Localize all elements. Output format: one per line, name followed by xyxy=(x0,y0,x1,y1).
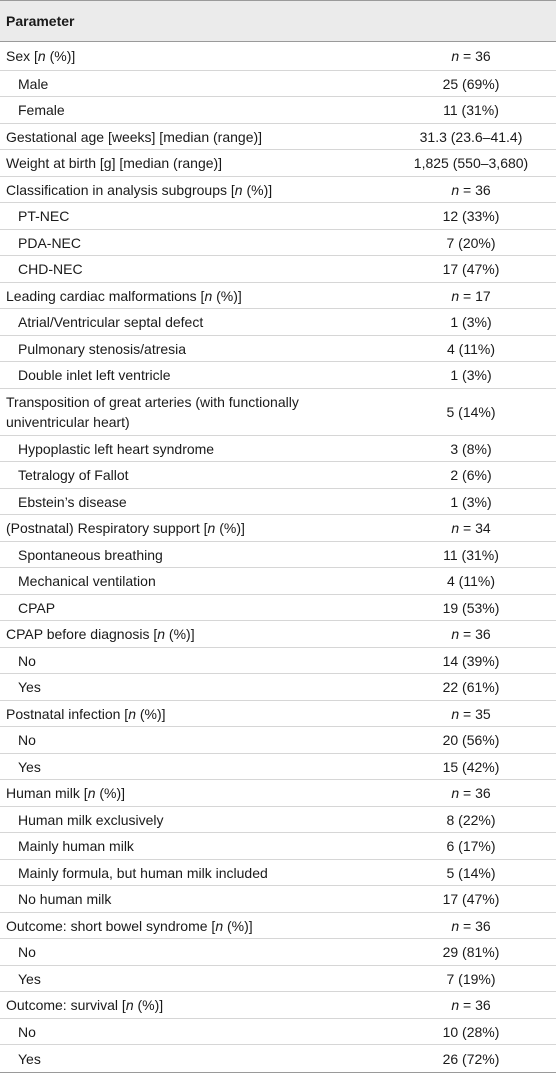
parameter-text: Tetralogy of Fallot xyxy=(18,467,129,483)
row-value xyxy=(386,706,556,722)
row-value xyxy=(386,102,556,118)
row-value xyxy=(386,76,556,92)
parameter-text: Female xyxy=(18,102,65,118)
parameter-n-symbol: n xyxy=(207,520,216,536)
row-parameter xyxy=(0,598,386,618)
value-text: 1 (3%) xyxy=(450,367,492,383)
row-value xyxy=(386,1051,556,1067)
parameter-text: No xyxy=(18,652,36,669)
table-row xyxy=(0,283,556,309)
table-row xyxy=(0,568,556,595)
row-parameter xyxy=(0,286,386,306)
value-n-symbol: n xyxy=(451,181,460,198)
row-parameter xyxy=(0,810,386,830)
parameter-text: Hypoplastic left heart syndrome xyxy=(18,440,215,457)
parameter-text: Sex [ xyxy=(6,48,38,64)
parameter-text: Mainly formula, but human milk included xyxy=(18,864,268,881)
parameter-text: Double inlet left ventricle xyxy=(18,367,171,383)
row-parameter xyxy=(0,518,386,538)
row-parameter xyxy=(0,180,386,200)
parameter-text: Spontaneous breathing xyxy=(18,546,163,563)
value-text: 11 (31%) xyxy=(443,546,499,563)
value-text: = 17 xyxy=(459,287,491,304)
value-text: = 34 xyxy=(459,520,491,536)
parameter-suffix: (%)] xyxy=(45,48,76,64)
row-parameter xyxy=(0,1049,386,1069)
table-row xyxy=(0,124,556,150)
row-parameter xyxy=(0,863,386,883)
row-parameter xyxy=(0,651,386,671)
parameter-text: Classification in analysis subgroups [ xyxy=(6,181,235,198)
parameter-text: Outcome: survival [ xyxy=(6,997,126,1013)
row-value xyxy=(386,626,556,642)
table-row xyxy=(0,939,556,966)
table-row xyxy=(0,389,556,436)
parameter-text: Weight at birth [g] [median (range)] xyxy=(6,155,223,171)
value-text: 5 (14%) xyxy=(446,404,496,420)
parameter-n-symbol: n xyxy=(128,705,136,722)
table-row xyxy=(0,966,556,992)
table-row xyxy=(0,833,556,860)
value-text: 6 (17%) xyxy=(446,838,496,854)
parameter-text: Human milk [ xyxy=(6,785,88,801)
row-parameter xyxy=(0,942,386,962)
row-parameter xyxy=(0,74,386,94)
value-text: 1,825 (550–3,680) xyxy=(413,155,529,171)
table-row xyxy=(0,1045,556,1073)
value-text: = 36 xyxy=(459,48,491,64)
row-value xyxy=(386,288,556,304)
row-parameter xyxy=(0,545,386,565)
row-parameter xyxy=(0,233,386,253)
parameter-text: Mainly human milk xyxy=(18,838,134,854)
table-row xyxy=(0,754,556,780)
value-text: 26 (72%) xyxy=(442,1050,500,1067)
value-text: 11 (31%) xyxy=(443,102,499,118)
value-text: 5 (14%) xyxy=(446,864,496,881)
value-text: = 36 xyxy=(459,626,491,642)
parameter-text: Ebstein’s disease xyxy=(18,493,127,510)
row-parameter xyxy=(0,392,386,432)
row-value xyxy=(386,235,556,251)
row-value xyxy=(386,155,556,171)
table-row xyxy=(0,256,556,283)
table-row xyxy=(0,362,556,389)
value-text: 2 (6%) xyxy=(450,467,492,483)
parameter-text: Postnatal infection [ xyxy=(6,705,129,722)
row-parameter xyxy=(0,783,386,803)
row-value xyxy=(386,759,556,775)
row-value xyxy=(386,679,556,695)
table-row xyxy=(0,309,556,336)
table-row xyxy=(0,71,556,97)
row-parameter xyxy=(0,492,386,512)
row-value xyxy=(386,732,556,748)
row-value xyxy=(386,812,556,828)
table-row xyxy=(0,97,556,124)
row-value xyxy=(386,314,556,330)
table-row xyxy=(0,807,556,833)
row-parameter xyxy=(0,365,386,385)
row-value xyxy=(386,997,556,1013)
table-row xyxy=(0,42,556,71)
value-n-symbol: n xyxy=(451,785,460,801)
value-text: 12 (33%) xyxy=(442,208,500,224)
parameter-suffix: (%)] xyxy=(133,997,164,1013)
row-parameter xyxy=(0,100,386,120)
table-row xyxy=(0,230,556,256)
parameter-text: PDA-NEC xyxy=(18,234,82,251)
parameter-text: (Postnatal) Respiratory support [ xyxy=(6,520,208,536)
value-text: = 36 xyxy=(459,917,491,934)
parameter-n-symbol: n xyxy=(215,917,224,934)
parameter-text: Yes xyxy=(18,1050,41,1067)
value-text: 7 (19%) xyxy=(446,970,496,987)
row-value xyxy=(386,129,556,145)
value-text: 1 (3%) xyxy=(450,493,492,510)
table-row xyxy=(0,860,556,886)
row-value xyxy=(386,600,556,616)
parameter-suffix: (%)] xyxy=(165,626,195,642)
value-text: 17 (47%) xyxy=(442,891,500,907)
row-value xyxy=(386,467,556,483)
table-row xyxy=(0,886,556,913)
row-value xyxy=(386,520,556,536)
row-parameter xyxy=(0,624,386,644)
value-text: 7 (20%) xyxy=(446,234,496,251)
value-text: 4 (11%) xyxy=(447,340,495,357)
table-header xyxy=(0,0,556,42)
row-parameter xyxy=(0,677,386,697)
table-row xyxy=(0,150,556,177)
row-parameter xyxy=(0,312,386,332)
row-value xyxy=(386,865,556,881)
value-text: 31.3 (23.6–41.4) xyxy=(419,128,523,145)
row-parameter xyxy=(0,836,386,856)
value-text: 25 (69%) xyxy=(442,75,500,92)
parameter-text: CHD-NEC xyxy=(18,261,83,277)
row-parameter xyxy=(0,206,386,226)
row-value xyxy=(386,494,556,510)
parameter-text: Pulmonary stenosis/atresia xyxy=(18,340,187,357)
value-text: 4 (11%) xyxy=(447,573,495,589)
row-value xyxy=(386,261,556,277)
table-row xyxy=(0,648,556,674)
value-text: 14 (39%) xyxy=(442,652,500,669)
table-row xyxy=(0,542,556,568)
value-n-symbol: n xyxy=(451,705,460,722)
value-text: 20 (56%) xyxy=(442,732,500,748)
row-parameter xyxy=(0,889,386,909)
parameter-text: Outcome: short bowel syndrome [ xyxy=(6,917,216,934)
table-row xyxy=(0,674,556,701)
parameter-suffix: (%)] xyxy=(242,181,273,198)
parameter-n-symbol: n xyxy=(37,48,46,64)
row-parameter xyxy=(0,916,386,936)
table-row xyxy=(0,489,556,515)
header-parameter: Parameter xyxy=(6,13,75,29)
value-text: 15 (42%) xyxy=(442,758,500,775)
parameter-text: Atrial/Ventricular septal defect xyxy=(18,314,204,330)
parameter-n-symbol: n xyxy=(87,785,96,801)
value-text: 17 (47%) xyxy=(442,261,500,277)
value-text: 1 (3%) xyxy=(450,314,492,330)
table-row xyxy=(0,913,556,939)
row-value xyxy=(386,367,556,383)
parameter-suffix: (%)] xyxy=(223,917,253,934)
row-parameter xyxy=(0,339,386,359)
parameter-text: Yes xyxy=(18,758,41,775)
table-row xyxy=(0,515,556,542)
parameter-n-symbol: n xyxy=(234,181,243,198)
value-n-symbol: n xyxy=(451,520,460,536)
row-value xyxy=(386,785,556,801)
row-parameter xyxy=(0,969,386,989)
value-text: 8 (22%) xyxy=(446,811,496,828)
row-value xyxy=(386,404,556,420)
row-value xyxy=(386,971,556,987)
value-text: = 35 xyxy=(459,705,491,722)
row-value xyxy=(386,944,556,960)
row-parameter xyxy=(0,153,386,173)
table-body xyxy=(0,42,556,1073)
table-row xyxy=(0,595,556,621)
table-row xyxy=(0,336,556,362)
parameter-text: Leading cardiac malformations [ xyxy=(6,287,205,304)
parameter-text: No xyxy=(18,944,36,960)
row-parameter xyxy=(0,1022,386,1042)
table-row xyxy=(0,727,556,754)
value-n-symbol: n xyxy=(451,626,460,642)
table-row xyxy=(0,177,556,203)
parameter-text: Gestational age [weeks] [median (range)] xyxy=(6,128,263,145)
parameter-text: CPAP before diagnosis [ xyxy=(6,626,158,642)
row-parameter xyxy=(0,127,386,147)
row-value xyxy=(386,891,556,907)
row-value xyxy=(386,208,556,224)
parameter-text: CPAP xyxy=(18,599,56,616)
parameter-suffix: (%)] xyxy=(135,705,166,722)
row-value xyxy=(386,182,556,198)
parameter-suffix: (%)] xyxy=(95,785,126,801)
value-text: 19 (53%) xyxy=(442,599,500,616)
row-value xyxy=(386,1024,556,1040)
row-value xyxy=(386,441,556,457)
parameter-text: Yes xyxy=(18,970,41,987)
row-value xyxy=(386,341,556,357)
table-row xyxy=(0,621,556,648)
value-text: 29 (81%) xyxy=(442,944,500,960)
value-n-symbol: n xyxy=(451,48,460,64)
row-value xyxy=(386,547,556,563)
parameter-text: Human milk exclusively xyxy=(18,811,164,828)
row-parameter xyxy=(0,465,386,485)
row-value xyxy=(386,838,556,854)
row-parameter xyxy=(0,46,386,66)
parameter-n-symbol: n xyxy=(204,287,213,304)
value-text: = 36 xyxy=(459,785,491,801)
value-n-symbol: n xyxy=(451,997,460,1013)
row-parameter xyxy=(0,439,386,459)
row-parameter xyxy=(0,704,386,724)
parameter-n-symbol: n xyxy=(125,997,134,1013)
value-text: 22 (61%) xyxy=(442,679,500,695)
table-row xyxy=(0,701,556,727)
value-text: 10 (28%) xyxy=(442,1023,500,1040)
table-row xyxy=(0,462,556,489)
table-row xyxy=(0,780,556,807)
value-text: 3 (8%) xyxy=(450,440,492,457)
parameter-text: Yes xyxy=(18,679,41,695)
table-row xyxy=(0,436,556,462)
parameter-n-symbol: n xyxy=(157,626,166,642)
row-parameter xyxy=(0,995,386,1015)
value-n-symbol: n xyxy=(451,287,460,304)
table-row xyxy=(0,203,556,230)
table-row xyxy=(0,1019,556,1045)
row-value xyxy=(386,573,556,589)
row-value xyxy=(386,48,556,64)
parameter-text: Mechanical ventilation xyxy=(18,573,156,589)
parameter-text: No xyxy=(18,732,36,748)
row-parameter xyxy=(0,571,386,591)
value-text: = 36 xyxy=(459,181,491,198)
value-text: = 36 xyxy=(459,997,491,1013)
parameter-text: PT-NEC xyxy=(18,208,70,224)
row-value xyxy=(386,918,556,934)
row-parameter xyxy=(0,730,386,750)
parameter-text: No xyxy=(18,1023,36,1040)
table-row xyxy=(0,992,556,1019)
parameter-text: Transposition of great arteries (with functionally univentricular heart) xyxy=(6,394,299,430)
parameter-text: Male xyxy=(18,75,49,92)
parameter-suffix: (%)] xyxy=(215,520,245,536)
row-parameter xyxy=(0,259,386,279)
parameter-text: No human milk xyxy=(18,891,112,907)
row-parameter xyxy=(0,757,386,777)
parameter-suffix: (%)] xyxy=(212,287,242,304)
value-n-symbol: n xyxy=(451,917,460,934)
row-value xyxy=(386,653,556,669)
